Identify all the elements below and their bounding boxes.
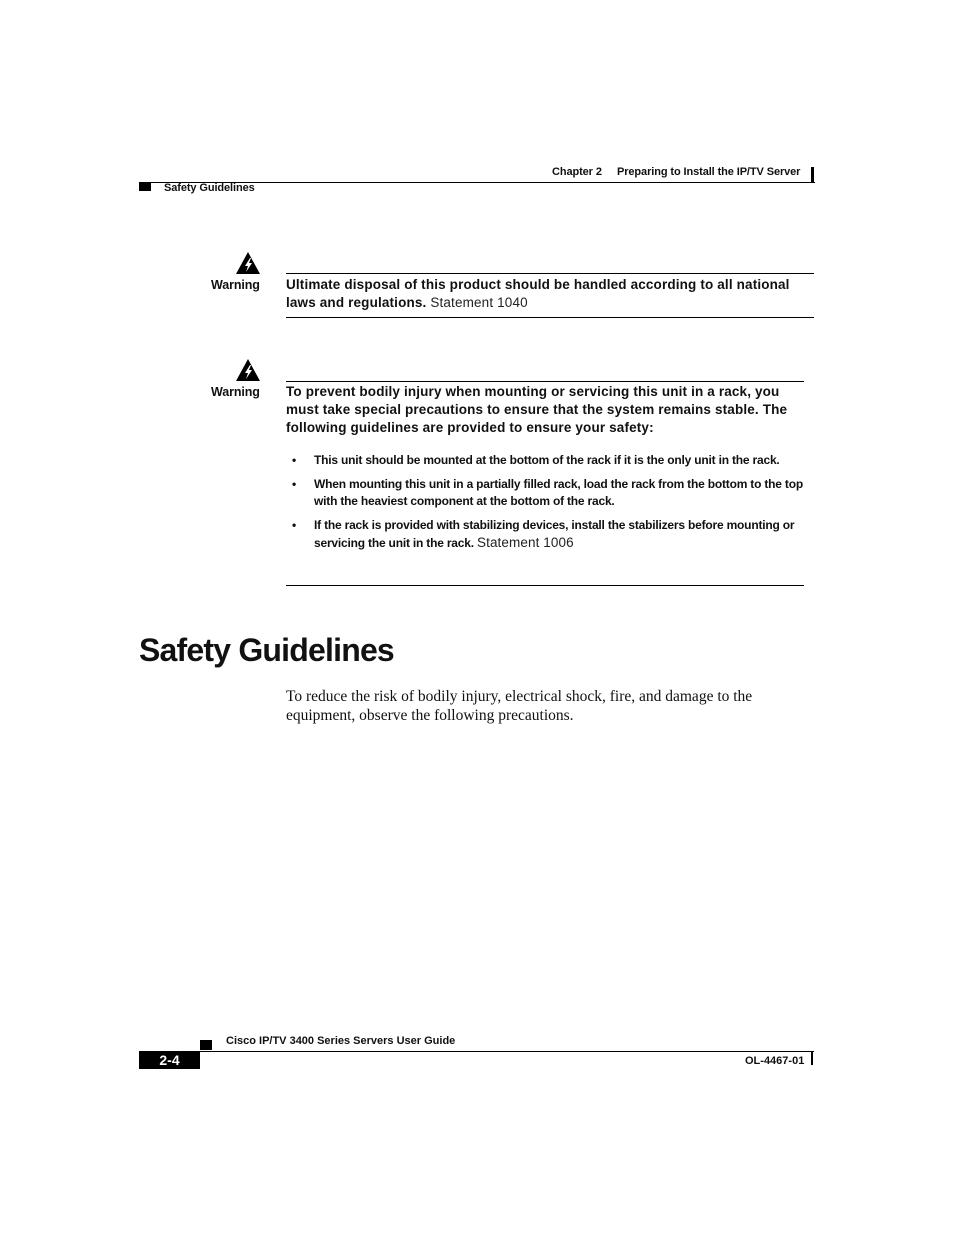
header-marker	[139, 182, 151, 191]
warning-top-rule	[286, 381, 804, 382]
warning-text	[286, 383, 806, 437]
warning-bottom-rule	[286, 585, 804, 586]
warning-label: Warning	[211, 278, 260, 292]
warning-triangle-icon	[235, 251, 261, 275]
list-item	[292, 517, 812, 553]
bullet-text: This unit should be mounted at the bottom of the rack if it is the only unit in the rack.	[314, 453, 780, 467]
footer-bar	[811, 1051, 813, 1065]
warning-text	[286, 276, 816, 312]
bullet-text: If the rack is provided with stabilizing devices, install the stabilizers before mounting or servicing the unit in the rack.	[314, 517, 795, 550]
footer-rule	[200, 1051, 814, 1052]
warning-label: Warning	[211, 385, 260, 399]
header-chapter-title: Preparing to Install the IP/TV Server	[617, 166, 801, 178]
warning-top-rule	[286, 273, 814, 274]
warning-bullet-list	[292, 452, 812, 559]
header-bar	[811, 167, 814, 183]
warning-bottom-rule	[286, 317, 814, 318]
warning-statement: Statement 1006	[476, 535, 574, 550]
bullet-marker: •	[292, 453, 297, 467]
bullet-text: When mounting this unit in a partially filled rack, load the rack from the bottom to the top with the heaviest component at the bottom of the rack.	[314, 476, 803, 508]
footer-marker	[200, 1040, 212, 1050]
header-section: Safety Guidelines	[164, 182, 255, 194]
header-chapter: Chapter 2	[552, 166, 602, 178]
warning-statement: Statement 1040	[430, 295, 528, 310]
footer-guide-title: Cisco IP/TV 3400 Series Servers User Guide	[226, 1035, 456, 1047]
bullet-marker: •	[292, 517, 297, 532]
section-paragraph: To reduce the risk of bodily injury, electrical shock, fire, and damage to the equipment, observe the following precautions.	[286, 688, 753, 724]
warning-text-bold: Ultimate disposal of this product should be handled according to all national laws and regulations.	[286, 277, 790, 310]
page-title: Safety Guidelines	[139, 632, 394, 668]
bullet-marker: •	[292, 476, 297, 491]
warning-text-bold: To prevent bodily injury when mounting or servicing this unit in a rack, you must take special precautions to ensure that the system remains stable. The following guidelines are provided to ensure your safety:	[286, 384, 788, 435]
list-item	[292, 476, 812, 511]
list-item	[292, 452, 812, 470]
footer-doc-number: OL-4467-01	[745, 1055, 805, 1067]
warning-triangle-icon	[235, 358, 261, 382]
page-number: 2-4	[139, 1051, 200, 1069]
